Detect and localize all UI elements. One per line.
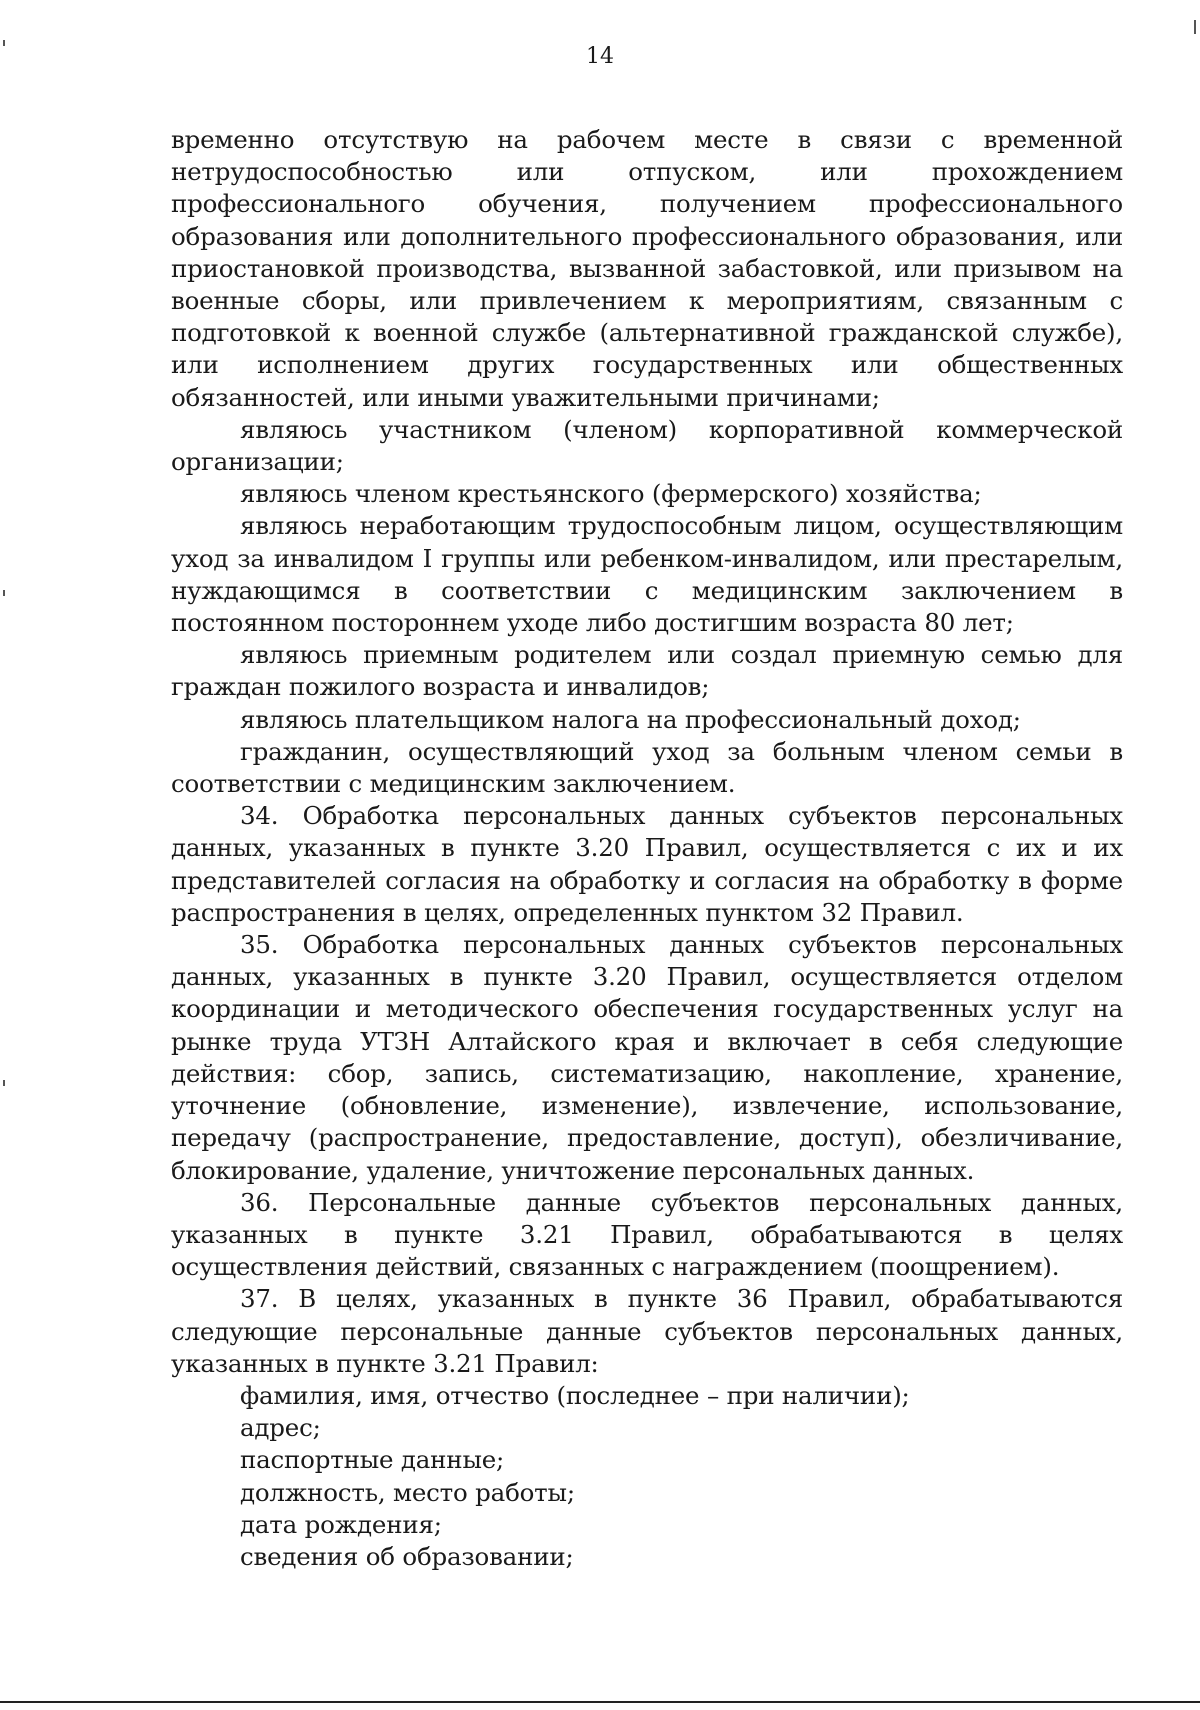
list-item: дата рождения; <box>240 1509 442 1539</box>
paragraph-34: 34. Обработка персональных данных субъектов персональных данных, указанных в пункте 3.20 Правил, осуществляется с их и их представителей согласия на обработку и согласия на обработку в форме распространения в целях, определенных пунктом 32 Правил. <box>171 801 1123 927</box>
scan-artifact <box>1194 20 1196 34</box>
list-item: адрес; <box>240 1413 321 1443</box>
paragraph: являюсь приемным родителем или создал приемную семью для граждан пожилого возраста и инвалидов; <box>171 640 1123 702</box>
paragraph: являюсь членом крестьянского (фермерского) хозяйства; <box>240 479 982 509</box>
scan-artifact <box>3 1080 5 1086</box>
paragraph-continuation: временно отсутствую на рабочем месте в связи с временной нетрудоспособностью или отпуском, или прохождением профессионального обучения, получением профессионального образования или дополнительного профессионального образования, или приостановкой производства, вызванной забастовкой, или призывом на военные сборы, или привлечением к мероприятиям, связанным с подготовкой к военной службе (альтернативной гражданской службе), или исполнением других государственных или общественных обязанностей, или иными уважительными причинами; <box>171 125 1123 412</box>
document-body <box>171 124 1123 1573</box>
list-item: паспортные данные; <box>240 1445 505 1475</box>
list-item: должность, место работы; <box>240 1477 575 1507</box>
scan-artifact <box>3 590 5 596</box>
scan-artifact <box>3 40 5 46</box>
paragraph-35: 35. Обработка персональных данных субъектов персональных данных, указанных в пункте 3.20 Правил, осуществляется отделом координации и методического обеспечения государственных услуг на рынке труда УТЗН Алтайского края и включает в себя следующие действия: сбор, запись, систематизацию, накопление, хранение, уточнение (обновление, изменение), извлечение, использование, передачу (распространение, предоставление, доступ), обезличивание, блокирование, удаление, уничтожение персональных данных. <box>171 930 1123 1185</box>
list-item: сведения об образовании; <box>240 1541 574 1571</box>
list-item: фамилия, имя, отчество (последнее – при наличии); <box>240 1380 910 1410</box>
paragraph: являюсь неработающим трудоспособным лицом, осуществляющим уход за инвалидом I группы или ребенком-инвалидом, или престарелым, нуждающимся в соответствии с медицинским заключением в постоянном постороннем уходе либо достигшим возраста 80 лет; <box>171 511 1123 638</box>
paragraph-37: 37. В целях, указанных в пункте 36 Правил, обрабатываются следующие персональные данные субъектов персональных данных, указанных в пункте 3.21 Правил: <box>171 1284 1123 1378</box>
page-bottom-edge <box>0 1701 1200 1703</box>
paragraph-36: 36. Персональные данные субъектов персональных данных, указанных в пункте 3.21 Правил, обрабатываются в целях осуществления действий, связанных с награждением (поощрением). <box>171 1187 1123 1282</box>
paragraph: являюсь плательщиком налога на профессиональный доход; <box>240 704 1021 734</box>
page-number: 14 <box>586 44 614 69</box>
paragraph: гражданин, осуществляющий уход за больным членом семьи в соответствии с медицинским заключением. <box>171 736 1123 799</box>
paragraph: являюсь участником (членом) корпоративной коммерческой организации; <box>171 414 1123 477</box>
